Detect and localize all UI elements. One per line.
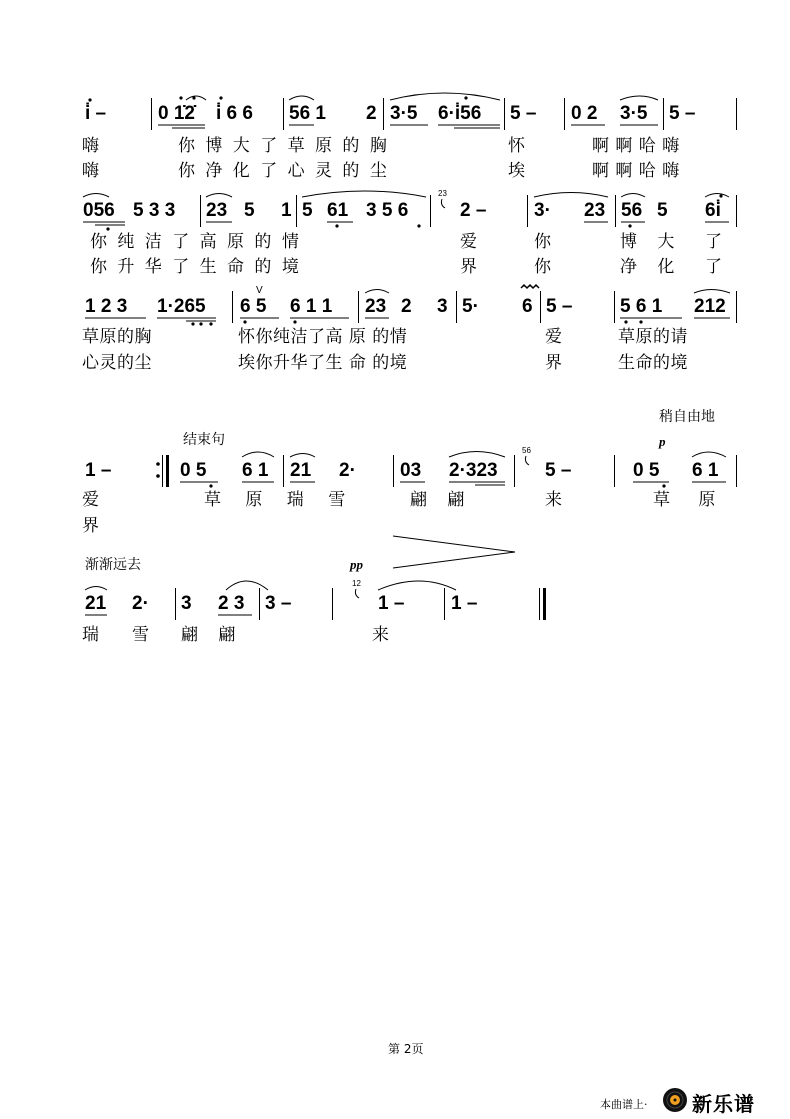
note-group: 0 2 — [571, 103, 598, 124]
note-group: 6i̇ — [705, 200, 721, 221]
lyric: 嗨 — [82, 136, 100, 156]
slur-mark — [365, 290, 389, 294]
note-group: 5 – — [510, 103, 537, 124]
note-group: 61 — [327, 200, 349, 221]
lyric: 你 净 化 了 心 灵 的 尘 — [178, 161, 388, 181]
page-number: 第 2页 — [388, 1042, 424, 1056]
lyric: 心灵的尘 — [82, 353, 152, 373]
lyric: 来 — [545, 490, 563, 510]
lyric: 博 大 — [620, 232, 675, 252]
grace-note: 12 — [352, 579, 361, 588]
slur-mark — [85, 587, 107, 591]
lyric: 埃你升华了生 命 的境 — [238, 353, 408, 373]
note-group: 212 — [694, 296, 726, 317]
brand-name: 新乐谱 — [692, 1092, 755, 1116]
slur-mark — [186, 96, 206, 100]
lyric: 生命的境 — [618, 353, 688, 373]
note-group: 6 5 — [240, 296, 267, 317]
note-group: 6 1 1 — [290, 296, 333, 317]
note-group: 6·i̇56 — [438, 103, 482, 124]
lyric: 怀你纯洁了高 原 的情 — [238, 327, 408, 347]
lyric: 爱 — [82, 490, 100, 510]
note-group: 5 — [657, 200, 668, 221]
note-group: 3 — [181, 593, 192, 614]
slur-mark — [621, 194, 645, 198]
decrescendo-hairpin — [393, 536, 515, 568]
slur-mark — [83, 194, 109, 198]
breath-mark: V — [256, 285, 263, 296]
slur-mark — [694, 290, 730, 294]
note-group: 3· — [534, 200, 551, 221]
note-group: 56 1 — [289, 103, 326, 124]
note-group: 2 – — [460, 200, 487, 221]
slur-mark — [206, 194, 232, 198]
lyric: 界 — [545, 353, 563, 373]
lyric: 你 — [534, 232, 552, 252]
lyric: 草原的胸 — [82, 327, 152, 347]
slur-mark — [449, 452, 505, 458]
lyric: 了 — [705, 257, 723, 277]
lyric: 啊 啊 哈 嗨 — [592, 136, 680, 156]
note-group: 5 3 3 — [133, 200, 176, 221]
lyric: 草 原 — [653, 490, 716, 510]
lyric: 草原的请 — [618, 327, 688, 347]
note-group: 5 — [244, 200, 255, 221]
dynamic-mark: p — [659, 434, 666, 449]
lyric: 爱 — [460, 232, 478, 252]
slur-mark — [242, 452, 274, 457]
note-group: 1 – — [85, 460, 112, 481]
slur-mark — [290, 454, 315, 458]
note-group: 2 — [366, 103, 377, 124]
note-group: 3·5 — [390, 103, 418, 124]
slur-mark — [705, 194, 729, 198]
note-group: 2 — [401, 296, 412, 317]
note-group: 2·323 — [449, 460, 498, 481]
note-group: 3 – — [265, 593, 292, 614]
note-group: 0 5 — [180, 460, 207, 481]
lyric: 净 化 — [620, 257, 675, 277]
lyric: 嗨 — [82, 161, 100, 181]
slur-mark — [390, 93, 500, 100]
slur-mark — [620, 96, 658, 100]
note-group: 3·5 — [620, 103, 648, 124]
note-group: 056 — [83, 200, 115, 221]
lyric: 界 — [460, 257, 478, 277]
lyric: 了 — [705, 232, 723, 252]
note-group: 23 — [584, 200, 606, 221]
lyric: 你 — [534, 257, 552, 277]
source-prefix: 本曲谱上· — [600, 1098, 648, 1111]
note-group: 0 1̇2̇ — [158, 103, 195, 124]
note-group: 21 — [85, 593, 107, 614]
note-group: 0 5 — [633, 460, 660, 481]
lyric: 你 升 华 了 生 命 的 境 — [90, 257, 300, 277]
slur-mark — [378, 581, 456, 590]
note-group: 5· — [462, 296, 479, 317]
note-group: 1 – — [451, 593, 478, 614]
note-group: 2· — [132, 593, 149, 614]
section-label: 结束句 — [183, 432, 225, 448]
note-group: 23 — [365, 296, 387, 317]
lyric: 啊 啊 哈 嗨 — [592, 161, 680, 181]
slur-mark — [289, 96, 314, 100]
slur-mark — [226, 581, 268, 590]
slur-mark — [302, 191, 426, 197]
note-group: 2· — [339, 460, 356, 481]
note-group: 23 — [206, 200, 228, 221]
lyric: 翩 翩 — [410, 490, 465, 510]
note-group: 56 — [621, 200, 643, 221]
lyric: 草 原 瑞 雪 — [204, 490, 346, 510]
lyric: 你 博 大 了 草 原 的 胸 — [178, 136, 388, 156]
lyric: 来 — [372, 625, 390, 645]
lyric: 你 纯 洁 了 高 原 的 情 — [90, 232, 300, 252]
vinyl-record-icon — [662, 1087, 688, 1113]
note-group: i̇ – — [85, 103, 107, 124]
note-group: 21 — [290, 460, 312, 481]
note-group: 5 – — [545, 460, 572, 481]
note-group: 5 – — [546, 296, 573, 317]
footer-brand[interactable] — [596, 1086, 786, 1116]
note-group: 3 — [437, 296, 448, 317]
note-group: 6 — [522, 296, 533, 317]
lyric: 雪 — [132, 625, 150, 645]
tempo-mark: 稍自由地 — [659, 409, 715, 425]
grace-note: 56 — [522, 446, 531, 455]
dynamic-mark: pp — [350, 557, 363, 572]
note-group: 5 — [302, 200, 313, 221]
lyric: 翩 翩 — [181, 625, 236, 645]
note-group: 1 — [281, 200, 292, 221]
lyric: 埃 — [508, 161, 526, 181]
note-group: 2 3 — [218, 593, 245, 614]
note-group: 6 1 — [692, 460, 719, 481]
note-group: 3 5 6 — [366, 200, 409, 221]
note-group: 03 — [400, 460, 422, 481]
slur-mark — [534, 193, 608, 198]
note-group: i̇ 6 6 — [216, 103, 253, 124]
lyric: 爱 — [545, 327, 563, 347]
note-group: 5 – — [669, 103, 696, 124]
note-group: 5 6 1 — [620, 296, 663, 317]
slur-mark — [692, 452, 726, 457]
note-group: 1 2 3 — [85, 296, 128, 317]
note-group: 1 – — [378, 593, 405, 614]
lyric: 怀 — [508, 136, 526, 156]
lyric: 界 — [82, 516, 100, 536]
expression-mark: 渐渐远去 — [85, 557, 141, 573]
grace-note: 23 — [438, 189, 447, 198]
note-group: 1·265 — [157, 296, 206, 317]
note-group: 6 1 — [242, 460, 269, 481]
lyric: 瑞 — [82, 625, 100, 645]
